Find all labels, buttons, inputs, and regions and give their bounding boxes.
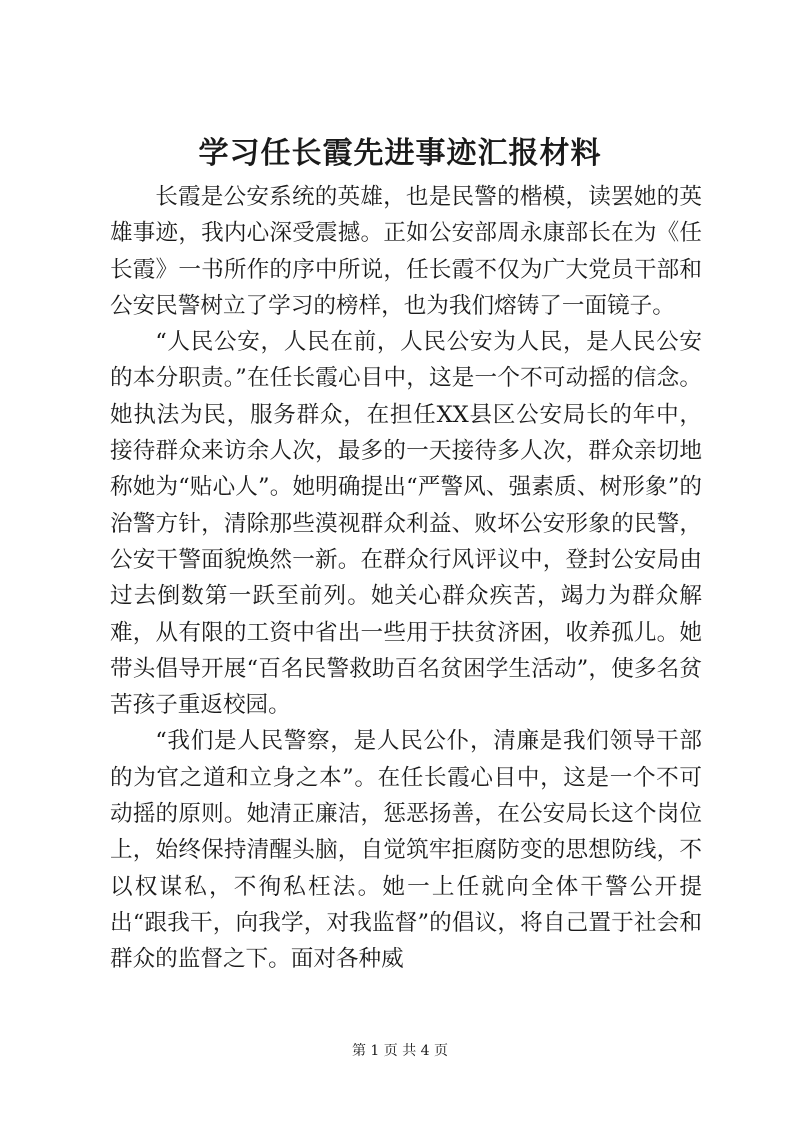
paragraph-1: 长霞是公安系统的英雄，也是民警的楷模，读罢她的英雄事迹，我内心深受震撼。正如公安部周永康部长在为《任长霞》一书所作的序中所说，任长霞不仅为广大党员干部和公安民警树立了学习的榜样，也为我们熔铸了一面镜子。: [110, 184, 702, 319]
paragraph-3: “我们是人民警察，是人民公仆，清廉是我们领导干部的为官之道和立身之本”。在任长霞心目中，这是一个不可动摇的原则。她清正廉洁，惩恶扬善，在公安局长这个岗位上，始终保持清醒头脑，自觉筑牢拒腐防变的思想防线，不以权谋私，不徇私枉法。她一上任就向全体干警公开提出“跟我干，向我学，对我监督”的倡议，将自己置于社会和群众的监督之下。面对各种威: [110, 728, 702, 973]
document-body: [110, 179, 702, 978]
page-footer: 第 1 页 共 4 页: [351, 1043, 449, 1059]
paragraph-2: “人民公安，人民在前，人民公安为人民，是人民公安的本分职责。”在任长霞心目中，这是一个不可动摇的信念。她执法为民，服务群众，在担任XX县区公安局长的年中，接待群众来访余人次，最多的一天接待多人次，群众亲切地称她为“贴心人”。她明确提出“严警风、强素质、树形象”的治警方针，清除那些漠视群众利益、败坏公安形象的民警，公安干警面貌焕然一新。在群众行风评议中，登封公安局由过去倒数第一跃至前列。她关心群众疾苦，竭力为群众解难，从有限的工资中省出一些用于扶贫济困，收养孤儿。她带头倡导开展“百名民警救助百名贫困学生活动”，使多名贫苦孩子重返校园。: [110, 329, 702, 719]
document-title: 学习任长霞先进事迹汇报材料: [198, 136, 602, 171]
